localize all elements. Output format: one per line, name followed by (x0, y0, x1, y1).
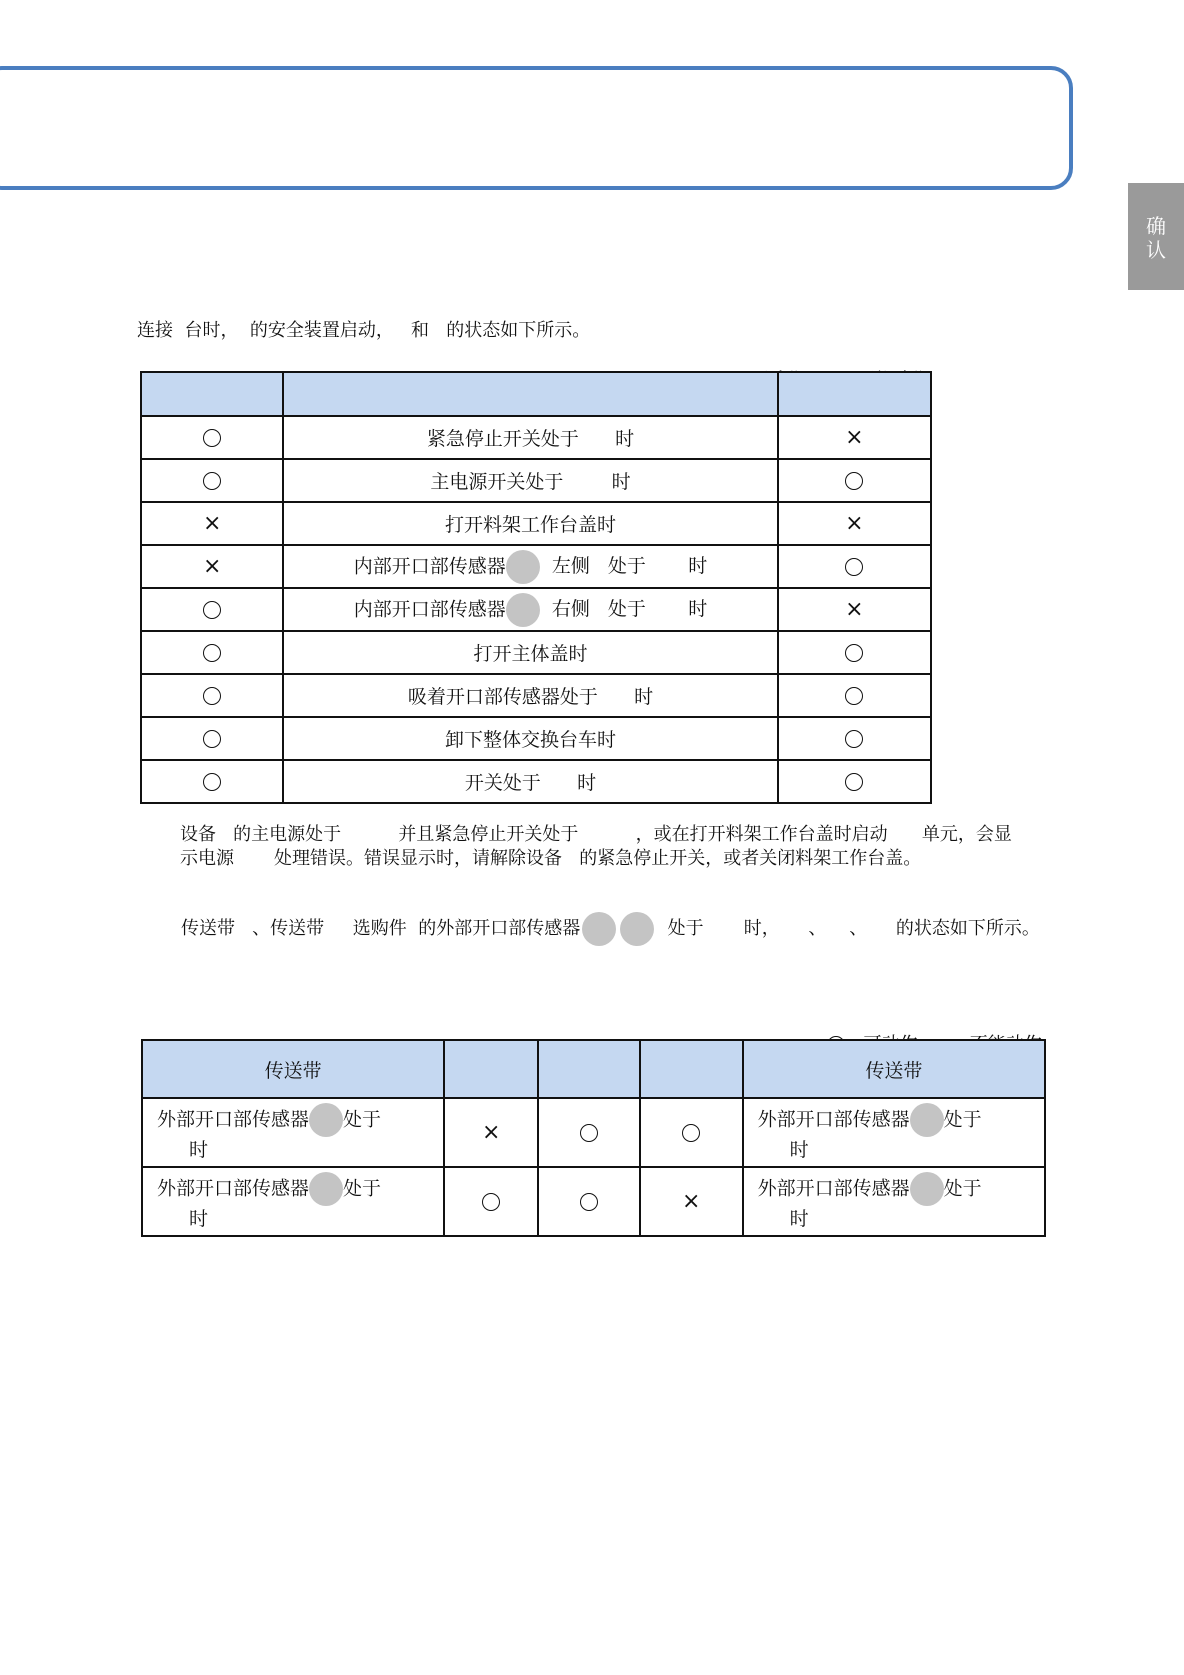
sensor-line (157, 1103, 443, 1137)
left-status-cell (141, 631, 283, 674)
sensor-dot-icon (910, 1172, 944, 1206)
status-cell (444, 1167, 538, 1236)
status-cell (444, 1098, 538, 1167)
table1-header-cell (778, 372, 931, 416)
table2-header-left: 传送带 (142, 1040, 444, 1098)
condition-cell (283, 631, 777, 674)
when-text: 时 (189, 1138, 209, 1161)
sensor-text: 外部开口部传感器 (757, 1177, 910, 1199)
when-line (157, 1137, 443, 1163)
condition-text: 卸下整体交换台车时 (445, 729, 617, 751)
sensor-cell-left (142, 1098, 444, 1167)
right-status-cell (778, 588, 931, 631)
sensor-line (157, 1172, 443, 1206)
table2-header-right: 传送带 (743, 1040, 1045, 1098)
right-status-cell (778, 545, 931, 588)
table1-header-cell (283, 372, 777, 416)
condition-text: 开关处于 时 (464, 772, 597, 794)
table-row (141, 674, 931, 717)
circle-icon (203, 773, 221, 791)
condition-text-a: 内部开口部传感器 (353, 598, 506, 620)
circle-icon (482, 1193, 500, 1211)
right-status-cell (778, 416, 931, 459)
circle-icon (203, 730, 221, 748)
circle-icon (203, 644, 221, 662)
table2-header-cell (538, 1040, 640, 1098)
circle-icon (845, 687, 863, 705)
right-status-cell (778, 674, 931, 717)
when-line (758, 1206, 1044, 1232)
status-cell (640, 1167, 743, 1236)
left-status-cell (141, 588, 283, 631)
condition-cell (283, 416, 777, 459)
condition-cell (283, 545, 777, 588)
circle-icon (682, 1124, 700, 1142)
at-text: 处于 (343, 1177, 382, 1199)
condition-cell (283, 588, 777, 631)
condition-cell (283, 674, 777, 717)
circle-icon (845, 773, 863, 791)
sensor-dot-icon (309, 1172, 343, 1206)
condition-text-b: 右侧 处于 时 (551, 598, 708, 620)
sensor-cell-right (743, 1098, 1045, 1167)
side-tab-line1: 确 (1146, 214, 1166, 238)
table-row (141, 459, 931, 502)
status-table-2 (141, 1039, 1046, 1237)
status-cell (538, 1167, 640, 1236)
table-row (142, 1167, 1045, 1236)
condition-text-b: 左侧 处于 时 (551, 555, 708, 577)
table-row (141, 545, 931, 588)
sensor-text: 外部开口部传感器 (157, 1108, 310, 1130)
table-row (141, 717, 931, 760)
condition-text: 紧急停止开关处于 时 (426, 428, 635, 450)
cross-icon: × (202, 510, 222, 536)
circle-icon (580, 1193, 598, 1211)
table1-header-cell (141, 372, 283, 416)
table-row (141, 588, 931, 631)
circle-icon (845, 558, 863, 576)
conveyor-intro-a: 传送带 、传送带 选购件 的外部开口部传感器 (181, 918, 581, 939)
left-status-cell (141, 502, 283, 545)
table-row (141, 760, 931, 803)
status-cell (538, 1098, 640, 1167)
at-text: 处于 (943, 1177, 982, 1199)
cross-icon: × (845, 510, 864, 536)
sensor-dot-icon (506, 593, 540, 627)
title-box (0, 66, 1073, 190)
status-cell (640, 1098, 743, 1167)
condition-cell (283, 459, 777, 502)
condition-cell (283, 717, 777, 760)
condition-text: 吸着开口部传感器处于 时 (407, 686, 654, 708)
sensor-cell-right (743, 1167, 1045, 1236)
status-table-1 (140, 371, 932, 804)
right-status-cell (778, 502, 931, 545)
circle-icon (580, 1124, 598, 1142)
cross-icon: × (682, 1188, 701, 1214)
left-status-cell (141, 459, 283, 502)
circle-icon (203, 601, 221, 619)
right-status-cell (778, 631, 931, 674)
note-text: 设备 的主电源处于 并且紧急停止开关处于 ，或在打开料架工作台盖时启动 单元，会显 示电源 处理错误。错误显示时，请解除设备 的紧急停止开关，或者关闭料架工作台盖。 (180, 824, 1012, 869)
right-status-cell (778, 459, 931, 502)
sensor-dot-icon (582, 912, 616, 946)
cross-icon: × (845, 596, 864, 622)
table2-header-cell (444, 1040, 538, 1098)
when-text: 时 (189, 1207, 209, 1230)
side-tab-line2: 认 (1146, 238, 1166, 262)
cross-icon: × (845, 424, 864, 450)
sensor-dot-icon (910, 1103, 944, 1137)
table2-header-cell (640, 1040, 743, 1098)
sensor-line (758, 1172, 1044, 1206)
circle-icon (845, 730, 863, 748)
sensor-dot-icon (620, 912, 654, 946)
at-text: 处于 (943, 1108, 982, 1130)
condition-cell (283, 760, 777, 803)
condition-text: 主电源开关处于 时 (430, 471, 631, 493)
intro-text: 连接 台时， 的安全装置启动， 和 的状态如下所示。 (137, 320, 591, 341)
sensor-cell-left (142, 1167, 444, 1236)
sensor-dot-icon (309, 1103, 343, 1137)
conveyor-intro-b: 处于 时， 、 、 的状态如下所示。 (656, 918, 1040, 939)
cross-icon: × (202, 553, 222, 579)
table2-header-row (142, 1040, 1045, 1098)
condition-text: 打开料架工作台盖时 (445, 514, 617, 536)
table-row (141, 631, 931, 674)
conveyor-intro (181, 912, 1040, 946)
left-status-cell (141, 760, 283, 803)
when-text: 时 (789, 1138, 809, 1161)
condition-text: 打开主体盖时 (473, 643, 588, 665)
circle-icon (203, 687, 221, 705)
circle-icon (845, 472, 863, 490)
table-row (141, 502, 931, 545)
table-row (142, 1098, 1045, 1167)
at-text: 处于 (343, 1108, 382, 1130)
side-tab-confirm[interactable] (1128, 183, 1184, 290)
left-status-cell (141, 674, 283, 717)
sensor-text: 外部开口部传感器 (757, 1108, 910, 1130)
table-row (141, 416, 931, 459)
left-status-cell (141, 717, 283, 760)
sensor-dot-icon (506, 550, 540, 584)
right-status-cell (778, 760, 931, 803)
sensor-line (758, 1103, 1044, 1137)
left-status-cell (141, 416, 283, 459)
when-line (758, 1137, 1044, 1163)
cross-icon: × (482, 1119, 501, 1145)
circle-icon (845, 644, 863, 662)
sensor-text: 外部开口部传感器 (157, 1177, 310, 1199)
left-status-cell (141, 545, 283, 588)
when-line (157, 1206, 443, 1232)
circle-icon (203, 429, 221, 447)
condition-text-a: 内部开口部传感器 (353, 555, 506, 577)
table1-header-row (141, 372, 931, 416)
circle-icon (203, 472, 221, 490)
right-status-cell (778, 717, 931, 760)
when-text: 时 (789, 1207, 809, 1230)
condition-cell (283, 502, 777, 545)
